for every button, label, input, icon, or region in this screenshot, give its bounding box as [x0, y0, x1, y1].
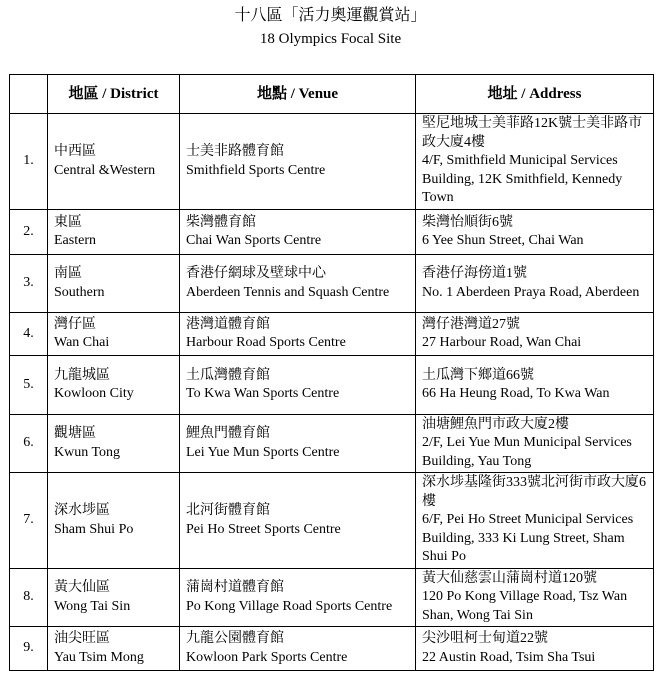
address-cell: [416, 255, 654, 313]
venue-cell: [180, 313, 416, 356]
row-number: 6.: [10, 415, 48, 473]
header-district: 地區 / District: [48, 75, 180, 114]
district-cell: [48, 627, 180, 671]
district-en: Wong Tai Sin: [54, 598, 131, 614]
venue-cell: [180, 415, 416, 473]
district-en: Kwun Tong: [54, 444, 121, 460]
district-zh: 觀塘區: [54, 426, 96, 441]
venue-en: Pei Ho Street Sports Centre: [186, 521, 341, 537]
row-number: 1.: [10, 114, 48, 210]
address-en: 2/F, Lei Yue Mun Municipal Services Building, Yau Tong: [422, 435, 632, 469]
venue-zh: 香港仔網球及壁球中心: [186, 266, 326, 281]
row-number: 5.: [10, 356, 48, 415]
address-zh: 油塘鯉魚門市政大廈2樓: [422, 416, 569, 432]
address-cell: [416, 356, 654, 415]
page-title-english: 18 Olympics Focal Site: [259, 31, 402, 47]
row-number: 7.: [10, 473, 48, 569]
venue-en: Harbour Road Sports Centre: [186, 335, 346, 350]
district-cell: [48, 210, 180, 255]
venue-en: Po Kong Village Road Sports Centre: [186, 598, 393, 614]
address-zh: 柴灣怡順街6號: [422, 214, 513, 230]
page-title-chinese: 十八區「活力奧運觀賞站」: [234, 7, 427, 24]
venue-cell: [180, 473, 416, 569]
table-row: [10, 313, 654, 356]
district-zh: 中西區: [54, 144, 96, 159]
venue-zh: 九龍公園體育館: [186, 631, 284, 646]
address-zh: 灣仔港灣道27號: [422, 316, 520, 332]
district-zh: 灣仔區: [54, 316, 96, 332]
district-en: Wan Chai: [54, 335, 110, 350]
venue-en: Smithfield Sports Centre: [186, 162, 326, 178]
venue-cell: [180, 627, 416, 671]
table-row: [10, 255, 654, 313]
address-cell: [416, 313, 654, 356]
venue-zh: 土瓜灣體育館: [186, 367, 270, 383]
district-en: Sham Shui Po: [54, 521, 134, 537]
district-en: Southern: [54, 284, 105, 300]
venue-zh: 鯉魚門體育館: [186, 426, 270, 441]
venue-cell: [180, 210, 416, 255]
district-cell: [48, 356, 180, 415]
district-zh: 油尖旺區: [54, 631, 110, 646]
address-zh: 黃大仙慈雲山蒲崗村道120號: [422, 570, 597, 586]
address-cell: [416, 415, 654, 473]
venue-en: Kowloon Park Sports Centre: [186, 649, 348, 665]
district-zh: 深水埗區: [54, 503, 110, 518]
venue-cell: [180, 569, 416, 627]
header-address: 地址 / Address: [416, 75, 654, 114]
venue-en: Aberdeen Tennis and Squash Centre: [186, 284, 390, 300]
address-en: 27 Harbour Road, Wan Chai: [422, 335, 582, 350]
address-cell: [416, 569, 654, 627]
venue-cell: [180, 255, 416, 313]
district-cell: [48, 569, 180, 627]
row-number: 3.: [10, 255, 48, 313]
district-zh: 黃大仙區: [54, 580, 110, 595]
district-cell: [48, 415, 180, 473]
venue-zh: 柴灣體育館: [186, 214, 256, 230]
row-number: 4.: [10, 313, 48, 356]
venue-zh: 士美非路體育館: [186, 144, 284, 159]
address-zh: 尖沙咀柯士甸道22號: [422, 631, 548, 646]
venue-cell: [180, 114, 416, 210]
row-number: 9.: [10, 627, 48, 671]
table-row: [10, 210, 654, 255]
table-header-row: [10, 75, 654, 114]
venue-zh: 港灣道體育館: [186, 316, 270, 332]
district-en: Yau Tsim Mong: [54, 649, 144, 665]
table-row: [10, 569, 654, 627]
venue-en: Lei Yue Mun Sports Centre: [186, 444, 340, 460]
district-zh: 南區: [54, 266, 82, 281]
table-row: [10, 356, 654, 415]
address-en: 4/F, Smithfield Municipal Services Building, 12K Smithfield, Kennedy Town: [422, 153, 623, 206]
address-zh: 深水埗基隆街333號北河街市政大廈6樓: [422, 475, 646, 509]
address-cell: [416, 627, 654, 671]
table-row: [10, 114, 654, 210]
venue-en: To Kwa Wan Sports Centre: [186, 386, 340, 401]
table-row: [10, 415, 654, 473]
district-en: Central &Western: [54, 162, 156, 178]
district-zh: 九龍城區: [54, 367, 110, 383]
district-cell: [48, 255, 180, 313]
district-cell: [48, 473, 180, 569]
venue-cell: [180, 356, 416, 415]
focal-sites-table: [9, 74, 654, 671]
address-cell: [416, 210, 654, 255]
header-venue: 地點 / Venue: [180, 75, 416, 114]
address-zh: 土瓜灣下鄉道66號: [422, 367, 534, 383]
row-number: 8.: [10, 569, 48, 627]
district-cell: [48, 114, 180, 210]
district-en: Kowloon City: [54, 386, 134, 401]
venue-en: Chai Wan Sports Centre: [186, 233, 322, 248]
table-row: [10, 473, 654, 569]
district-zh: 東區: [54, 214, 82, 230]
address-cell: [416, 473, 654, 569]
row-number: 2.: [10, 210, 48, 255]
venue-zh: 北河街體育館: [186, 503, 270, 518]
address-en: 66 Ha Heung Road, To Kwa Wan: [422, 386, 610, 401]
address-en: No. 1 Aberdeen Praya Road, Aberdeen: [422, 284, 640, 300]
address-zh: 香港仔海傍道1號: [422, 266, 527, 281]
venue-zh: 蒲崗村道體育館: [186, 580, 284, 595]
address-en: 120 Po Kong Village Road, Tsz Wan Shan, Wong Tai Sin: [422, 589, 628, 623]
district-cell: [48, 313, 180, 356]
address-en: 6 Yee Shun Street, Chai Wan: [422, 233, 584, 248]
table-row: [10, 627, 654, 671]
address-cell: [416, 114, 654, 210]
address-zh: 堅尼地城士美菲路12K號士美非路市政大廈4樓: [422, 116, 643, 150]
address-en: 6/F, Pei Ho Street Municipal Services Building, 333 Ki Lung Street, Sham Shui Po: [422, 512, 634, 565]
address-en: 22 Austin Road, Tsim Sha Tsui: [422, 649, 596, 665]
header-number: [10, 75, 48, 114]
district-en: Eastern: [54, 233, 96, 248]
